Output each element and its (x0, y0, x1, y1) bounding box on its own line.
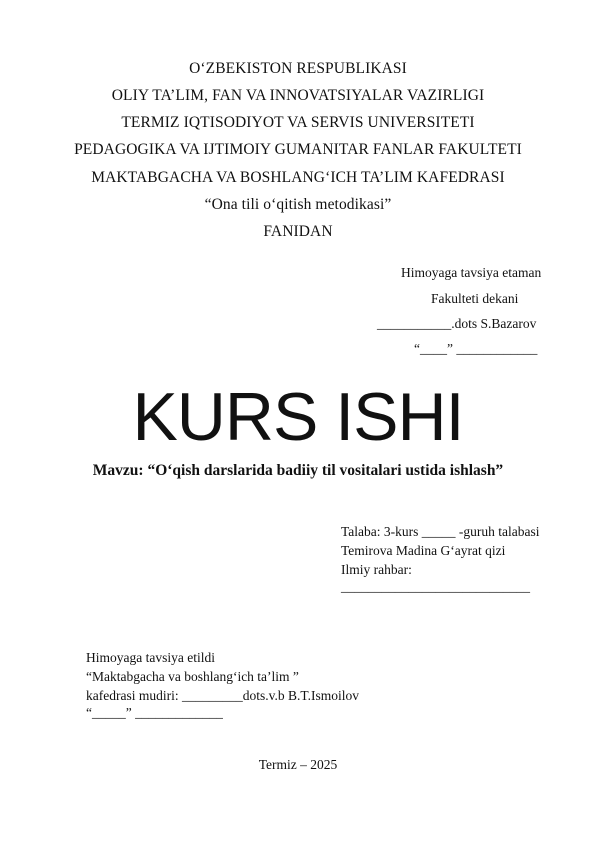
recommendation-date: “_____” _____________ (86, 705, 223, 720)
approval-date: “____” ____________ (414, 341, 538, 356)
student-course: Talaba: 3-kurs _____ -guruh talabasi (341, 524, 540, 539)
header-fanidan: FANIDAN (263, 223, 333, 240)
supervisor-label: Ilmiy rahbar: (341, 562, 412, 577)
footer-city-year: Termiz – 2025 (258, 757, 338, 772)
header-subject: “Ona tili o‘qitish metodikasi” (204, 196, 392, 213)
header-country: O‘ZBEKISTON RESPUBLIKASI (189, 60, 407, 77)
header-department: MAKTABGACHA VA BOSHLANG‘ICH TA’LIM KAFEDRASI (91, 169, 505, 186)
recommendation-title: Himoyaga tavsiya etildi (86, 650, 215, 665)
header-faculty: PEDAGOGIKA VA IJTIMOIY GUMANITAR FANLAR FAKULTETI (74, 141, 522, 158)
header-university: TERMIZ IQTISODIYOT VA SERVIS UNIVERSITETI (121, 114, 475, 131)
document-title: KURS ISHI (132, 379, 464, 455)
topic-line: Mavzu: “O‘qish darslarida badiiy til vositalari ustida ishlash” (92, 462, 504, 479)
student-name: Temirova Madina G‘ayrat qizi (341, 543, 506, 558)
supervisor-line: ____________________________ (341, 579, 530, 594)
recommendation-head: kafedrasi mudiri: _________dots.v.b B.T.Ismoilov (86, 688, 359, 703)
approval-dean-title: Fakulteti dekani (431, 291, 519, 306)
approval-dean-signature: ___________.dots S.Bazarov (377, 316, 537, 331)
header-ministry: OLIY TA’LIM, FAN VA INNOVATSIYALAR VAZIRLIGI (111, 87, 485, 104)
recommendation-department: “Maktabgacha va boshlang‘ich ta’lim ” (86, 669, 299, 684)
approval-recommend: Himoyaga tavsiya etaman (401, 265, 542, 280)
